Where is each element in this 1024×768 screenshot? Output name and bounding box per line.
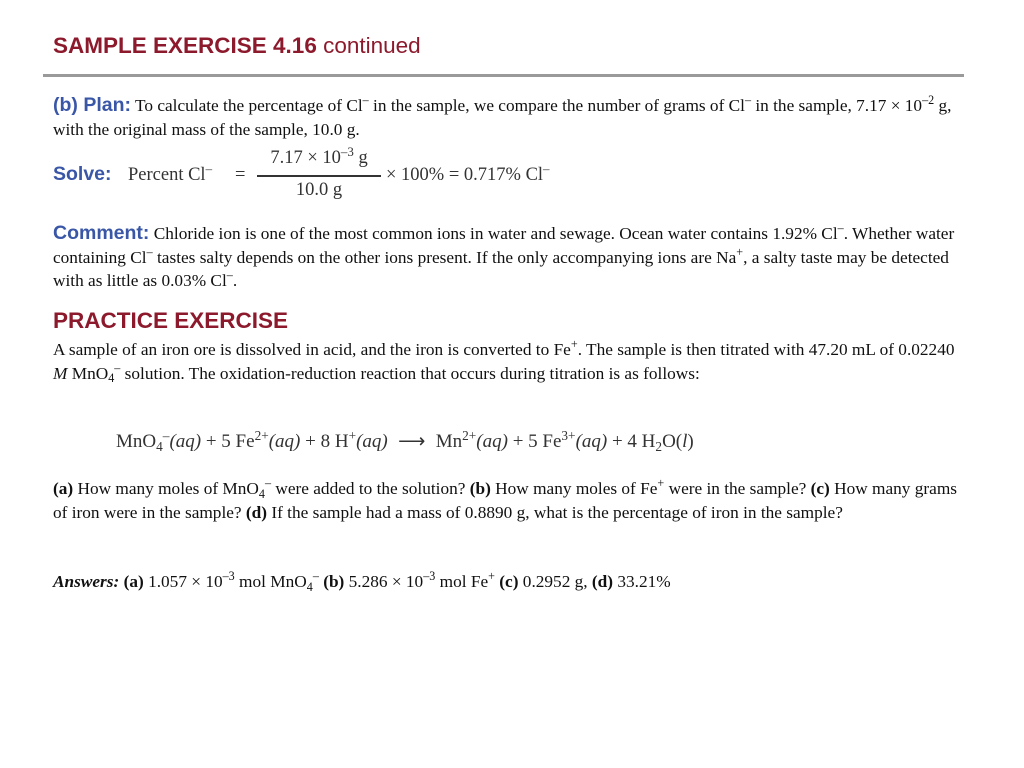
equation-lhs-sup: – — [205, 160, 213, 176]
comment-sup-2: – — [146, 244, 153, 259]
comment-text-2: . Whether water containing Cl — [53, 224, 955, 267]
fraction-denominator: 10.0 g — [295, 180, 343, 200]
question-d-label: (d) — [245, 502, 268, 522]
reaction-mno4-sup: – — [162, 427, 170, 443]
question-a-text-1: How many moles of MnO — [73, 479, 259, 498]
reaction-close: ) — [687, 431, 694, 452]
plan-sup-2: – — [744, 93, 752, 108]
redox-reaction — [116, 427, 694, 454]
practice-text-3: MnO — [67, 363, 109, 383]
question-a-label: (a) — [53, 479, 74, 498]
plan-label: (b) Plan: — [53, 94, 131, 116]
reaction-fe-sup: 2+ — [254, 427, 269, 443]
slide-title — [53, 33, 421, 59]
comment-text-5: . — [232, 271, 238, 290]
question-a-text-2: were added to the solution? — [271, 479, 470, 498]
reaction-fe3-sup: 3+ — [561, 427, 576, 443]
plan-text-4: g, with the original mass of the sample, 10.0 g. — [53, 96, 952, 139]
practice-heading: PRACTICE EXERCISE — [53, 308, 289, 333]
answer-c-text: 0.2952 g, — [518, 572, 588, 591]
title-divider — [43, 74, 964, 77]
answer-b-sup: –3 — [423, 569, 436, 584]
reaction-h2-sub: 2 — [655, 438, 663, 454]
reaction-plus-h: + 8 H — [300, 431, 349, 452]
comment-paragraph — [53, 222, 963, 293]
comment-text-4: , a salty taste may be detected with as little as 0.03% Cl — [53, 247, 949, 290]
reaction-mn-sup: 2+ — [462, 427, 477, 443]
slide-title-rest: continued — [316, 33, 421, 58]
reaction-mno4: MnO — [116, 431, 157, 452]
answer-b-label: (b) — [318, 572, 345, 591]
question-a-sup: – — [264, 476, 272, 491]
plan-text-1: To calculate the percentage of Cl — [131, 96, 363, 115]
reaction-plus-fe3: + 5 Fe — [507, 431, 562, 452]
answer-a-sub: 4 — [306, 579, 313, 594]
reaction-h-sup: + — [348, 427, 357, 443]
plan-sup-1: – — [362, 93, 369, 108]
comment-text-1: Chloride ion is one of the most common ions in water and sewage. Ocean water contains 1.92% Cl — [149, 224, 838, 243]
practice-text-1: A sample of an iron ore is dissolved in acid, and the iron is converted to Fe — [53, 340, 571, 359]
answer-a-unit: mol MnO — [234, 572, 307, 591]
plan-text-3: in the sample, 7.17 × 10 — [751, 96, 923, 115]
plan-paragraph — [53, 94, 963, 141]
question-c-label: (c) — [810, 479, 830, 498]
equation-rhs-text: × 100% = 0.717% Cl — [386, 165, 544, 185]
answers-line — [53, 570, 963, 594]
reaction-mno4-sub: 4 — [156, 438, 163, 454]
comment-sup-1: – — [837, 221, 844, 236]
reaction-liquid: l — [682, 431, 688, 452]
answer-d-text: 33.21% — [613, 572, 671, 591]
equation-lhs — [128, 160, 213, 186]
reaction-arrow-icon: ⟶ — [398, 431, 426, 452]
slide-title-bold: SAMPLE EXERCISE 4.16 — [53, 33, 317, 58]
equation-rhs-sup: – — [543, 160, 550, 176]
fraction-numerator — [257, 143, 381, 169]
answer-c-label: (c) — [494, 572, 519, 591]
question-b-text-1: How many moles of Fe — [490, 479, 658, 498]
practice-text-4: solution. The oxidation-reduction reaction that occurs during titration is as follows: — [120, 363, 700, 383]
answer-a-text: 1.057 × 10 — [143, 572, 223, 591]
reaction-plus-fe: + 5 Fe — [201, 431, 255, 452]
reaction-o: O( — [662, 431, 683, 452]
answer-b-sup-2: + — [488, 569, 495, 584]
comment-sup-4: – — [226, 268, 233, 283]
answers-label: Answers: — [53, 572, 120, 591]
comment-label: Comment: — [53, 222, 150, 244]
question-c-text: How many grams of iron were in the sample? — [53, 479, 958, 522]
reaction-mn: Mn — [435, 431, 463, 452]
fraction-bar — [257, 175, 381, 177]
plan-sup-3: –2 — [922, 93, 935, 108]
numerator-text: 7.17 × 10 — [270, 148, 341, 168]
reaction-aq-2: (aq) — [268, 431, 301, 452]
reaction-aq-4: (aq) — [476, 431, 508, 452]
reaction-plus-h2o: + 4 H — [607, 431, 656, 452]
practice-sup-1: + — [570, 337, 578, 352]
practice-text-2: . The sample is then titrated with 47.20 mL of 0.02240 — [577, 340, 955, 359]
answer-d-label: (d) — [587, 572, 614, 591]
practice-molar: M — [53, 363, 68, 383]
answer-b-text: 5.286 × 10 — [344, 572, 424, 591]
comment-text-3: tastes salty depends on the other ions present. If the only accompanying ions are Na — [152, 247, 737, 267]
practice-sub-1: 4 — [108, 371, 115, 386]
practice-sup-2: – — [114, 360, 121, 375]
equation-equals: = — [235, 165, 246, 185]
answer-b-unit: mol Fe — [435, 572, 489, 591]
plan-text-2: in the sample, we compare the number of grams of Cl — [368, 96, 745, 115]
answer-a-sup-2: – — [312, 569, 319, 584]
numerator-sup: –3 — [340, 143, 354, 159]
equation-rhs — [386, 160, 550, 186]
reaction-aq-3: (aq) — [356, 431, 388, 452]
comment-sup-3: + — [736, 244, 744, 259]
question-b-text-2: were in the sample? — [664, 479, 811, 498]
answer-a-sup: –3 — [222, 569, 235, 584]
practice-paragraph — [53, 338, 963, 385]
question-b-label: (b) — [469, 479, 491, 498]
reaction-aq-5: (aq) — [575, 431, 608, 452]
question-b-sup: + — [657, 476, 665, 491]
solve-label: Solve: — [53, 163, 112, 185]
question-d-text: If the sample had a mass of 0.8890 g, what is the percentage of iron in the sample? — [267, 502, 843, 522]
answer-a-label: (a) — [119, 572, 144, 591]
numerator-unit: g — [353, 148, 368, 168]
equation-lhs-text: Percent Cl — [128, 165, 206, 185]
reaction-aq-1: (aq) — [169, 431, 202, 452]
question-a-sub: 4 — [258, 486, 265, 501]
questions-paragraph — [53, 477, 963, 524]
